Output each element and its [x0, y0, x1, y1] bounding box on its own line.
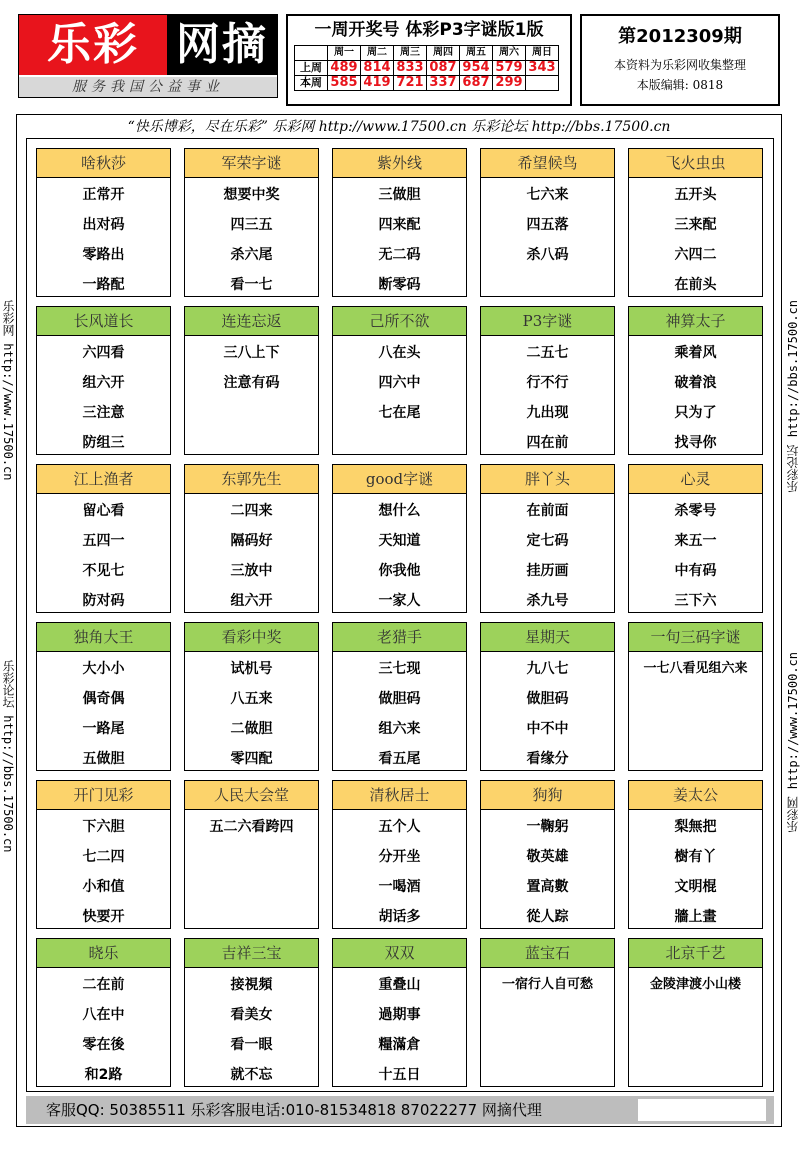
riddle-body — [185, 178, 318, 300]
riddle-line: 過期事 — [378, 1007, 421, 1023]
riddle-line: 挂历画 — [526, 563, 569, 579]
draw-number: 687 — [460, 76, 493, 91]
riddle-line: 中有码 — [674, 563, 717, 579]
draw-number: 419 — [361, 76, 394, 91]
riddle-author: 飞火虫虫 — [629, 149, 762, 178]
riddle-author: good字谜 — [333, 465, 466, 494]
row-label: 本周 — [295, 76, 328, 91]
riddle-line: 想要中奖 — [223, 187, 280, 203]
riddle-box — [332, 464, 467, 613]
riddle-body — [37, 178, 170, 300]
riddle-author: 神算太子 — [629, 307, 762, 336]
riddle-author: 双双 — [333, 939, 466, 968]
riddle-line: 中不中 — [526, 721, 569, 737]
riddle-line: 四五落 — [526, 217, 569, 233]
riddle-line: 五四一 — [82, 533, 125, 549]
draw-number: 579 — [493, 61, 526, 76]
riddle-body — [333, 652, 466, 774]
riddle-box — [628, 464, 763, 613]
riddle-body — [333, 336, 466, 428]
agent-name-field — [638, 1099, 766, 1121]
riddle-box — [628, 622, 763, 771]
riddle-author: 紫外线 — [333, 149, 466, 178]
riddle-author: 胖丫头 — [481, 465, 614, 494]
riddle-line: 和2路 — [84, 1067, 123, 1083]
riddle-box — [36, 938, 171, 1087]
riddle-author: 星期天 — [481, 623, 614, 652]
riddle-line: 樹有丫 — [674, 849, 717, 865]
riddle-line: 组六开 — [230, 593, 273, 609]
riddle-line: 找寻你 — [674, 435, 717, 451]
site-slogan-line: “快乐博彩，尽在乐彩” 乐彩网 http://www.17500.cn 乐彩论坛 http://bbs.17500.cn — [127, 119, 671, 135]
day-header: 周日 — [526, 46, 559, 61]
riddle-author: 狗狗 — [481, 781, 614, 810]
riddle-line: 一路尾 — [82, 721, 125, 737]
riddle-box — [332, 780, 467, 929]
source-note: 本资料为乐彩网收集整理 — [613, 58, 746, 72]
riddle-author: 北京千艺 — [629, 939, 762, 968]
riddle-body — [629, 810, 762, 932]
riddle-body — [333, 178, 466, 300]
issue-number: 第2012309期 — [618, 26, 742, 47]
riddle-body — [37, 336, 170, 458]
day-header: 周五 — [460, 46, 493, 61]
riddle-body — [481, 968, 614, 1000]
riddle-line: 防组三 — [82, 435, 125, 451]
riddle-author: 独角大王 — [37, 623, 170, 652]
riddle-line: 六四二 — [674, 247, 717, 263]
riddle-box — [36, 780, 171, 929]
logo-black-text: 网摘 — [167, 15, 277, 75]
riddle-line: 三做胆 — [378, 187, 421, 203]
draw-number-table — [294, 45, 559, 91]
riddle-body — [629, 494, 762, 616]
riddle-line: 不见七 — [82, 563, 125, 579]
riddle-line: 在前面 — [526, 503, 569, 519]
corner-cell — [295, 46, 328, 61]
riddle-body — [185, 336, 318, 398]
riddle-box — [628, 938, 763, 1087]
riddle-author: 一句三码字谜 — [629, 623, 762, 652]
draw-number: 299 — [493, 76, 526, 91]
draw-number: 585 — [328, 76, 361, 91]
riddle-line: 零路出 — [82, 247, 125, 263]
riddle-line: 断零码 — [378, 277, 421, 293]
riddle-line: 五做胆 — [82, 751, 125, 767]
riddle-body — [333, 494, 466, 616]
riddle-body — [185, 652, 318, 774]
table-header-row — [295, 46, 559, 61]
riddle-box — [36, 306, 171, 455]
draw-number: 489 — [328, 61, 361, 76]
riddle-author: 心灵 — [629, 465, 762, 494]
side-url-left-top: 乐彩网 http://www.17500.cn — [1, 300, 15, 481]
riddle-line: 天知道 — [378, 533, 421, 549]
riddle-line: 想什么 — [378, 503, 421, 519]
riddle-author: 蓝宝石 — [481, 939, 614, 968]
riddle-line: 零在後 — [82, 1037, 125, 1053]
riddle-line: 牆上畫 — [674, 909, 717, 925]
riddle-line: 胡话多 — [378, 909, 421, 925]
riddle-body — [629, 968, 762, 1000]
riddle-box — [480, 780, 615, 929]
riddle-body — [481, 652, 614, 774]
side-url-left-bottom: 乐彩论坛 http://bbs.17500.cn — [1, 660, 15, 853]
riddle-line: 行不行 — [526, 375, 569, 391]
riddle-line: 三来配 — [674, 217, 717, 233]
riddle-line: 看一七 — [230, 277, 273, 293]
weekly-draw-title: 一周开奖号 体彩P3字谜版1版 — [314, 20, 544, 40]
riddle-author: 希望候鸟 — [481, 149, 614, 178]
riddle-line: 看美女 — [230, 1007, 273, 1023]
riddle-line: 五个人 — [378, 819, 421, 835]
riddle-line: 偶奇偶 — [82, 691, 125, 707]
riddle-body — [37, 968, 170, 1090]
riddle-line: 九八七 — [526, 661, 569, 677]
riddle-line: 六四看 — [82, 345, 125, 361]
riddle-box — [184, 622, 319, 771]
riddle-author: P3字谜 — [481, 307, 614, 336]
riddle-box — [332, 306, 467, 455]
issue-panel — [580, 14, 780, 106]
riddle-line: 三注意 — [82, 405, 125, 421]
riddle-line: 重叠山 — [378, 977, 421, 993]
riddle-line: 四在前 — [526, 435, 569, 451]
riddle-body — [333, 810, 466, 932]
riddle-line: 四来配 — [378, 217, 421, 233]
riddle-line: 乘着风 — [674, 345, 717, 361]
riddle-body — [481, 178, 614, 270]
riddle-line: 做胆码 — [378, 691, 421, 707]
riddle-line: 就不忘 — [230, 1067, 273, 1083]
riddle-line: 正常开 — [82, 187, 125, 203]
riddle-body — [37, 652, 170, 774]
riddle-line: 五二六看跨四 — [209, 819, 294, 835]
day-header: 周一 — [328, 46, 361, 61]
riddle-box — [184, 938, 319, 1087]
riddle-line: 一喝酒 — [378, 879, 421, 895]
riddle-box — [184, 780, 319, 929]
riddle-line: 二五七 — [526, 345, 569, 361]
riddle-line: 金陵津渡小山楼 — [649, 977, 741, 992]
riddle-line: 杀零号 — [674, 503, 717, 519]
riddle-line: 五开头 — [674, 187, 717, 203]
draw-number: 087 — [427, 61, 460, 76]
riddle-line: 一宿行人自可愁 — [501, 977, 593, 992]
riddle-line: 出对码 — [82, 217, 125, 233]
riddle-body — [37, 494, 170, 616]
draw-number: 833 — [394, 61, 427, 76]
row-label: 上周 — [295, 61, 328, 76]
riddle-line: 一鞠躬 — [526, 819, 569, 835]
riddle-author: 军荣字谜 — [185, 149, 318, 178]
draw-number — [526, 76, 559, 91]
side-url-right-top: 乐彩论坛 http://bbs.17500.cn — [786, 300, 800, 493]
riddle-line: 七二四 — [82, 849, 125, 865]
riddle-line: 七在尾 — [378, 405, 421, 421]
riddle-line: 三八上下 — [223, 345, 280, 361]
riddle-author: 晓乐 — [37, 939, 170, 968]
riddle-body — [629, 652, 762, 684]
riddle-line: 无二码 — [378, 247, 421, 263]
riddle-author: 吉祥三宝 — [185, 939, 318, 968]
riddle-line: 快要开 — [82, 909, 125, 925]
riddle-author: 东郭先生 — [185, 465, 318, 494]
footer-contact: 客服QQ: 50385511 乐彩客服电话:010-81534818 87022277 网摘代理 — [46, 1101, 542, 1119]
logo — [18, 14, 278, 98]
riddle-author: 连连忘返 — [185, 307, 318, 336]
riddle-line: 一家人 — [378, 593, 421, 609]
riddle-line: 只为了 — [674, 405, 717, 421]
riddle-line: 一路配 — [82, 277, 125, 293]
riddle-line: 糧滿倉 — [378, 1037, 421, 1053]
riddle-body — [185, 810, 318, 842]
riddle-box — [480, 464, 615, 613]
riddle-body — [185, 494, 318, 616]
riddle-line: 下六胆 — [82, 819, 125, 835]
riddle-author: 姜太公 — [629, 781, 762, 810]
riddle-line: 看一眼 — [230, 1037, 273, 1053]
riddle-body — [333, 968, 466, 1090]
draw-number: 814 — [361, 61, 394, 76]
riddle-box — [628, 780, 763, 929]
riddle-line: 三放中 — [230, 563, 273, 579]
riddle-body — [37, 810, 170, 932]
riddle-line: 三七现 — [378, 661, 421, 677]
riddle-box — [480, 938, 615, 1087]
riddle-body — [481, 336, 614, 458]
draw-number: 954 — [460, 61, 493, 76]
riddle-line: 二四来 — [230, 503, 273, 519]
side-url-right-bottom: 乐彩网 http://www.17500.cn — [786, 652, 800, 833]
riddle-line: 你我他 — [378, 563, 421, 579]
day-header: 周四 — [427, 46, 460, 61]
riddle-line: 八五来 — [230, 691, 273, 707]
riddle-line: 八在头 — [378, 345, 421, 361]
riddle-line: 留心看 — [82, 503, 125, 519]
riddle-box — [36, 148, 171, 297]
riddle-box — [332, 148, 467, 297]
riddle-box — [480, 306, 615, 455]
riddle-box — [480, 148, 615, 297]
riddle-box — [184, 464, 319, 613]
riddle-box — [480, 622, 615, 771]
riddle-line: 二做胆 — [230, 721, 273, 737]
riddle-line: 破着浪 — [674, 375, 717, 391]
riddle-box — [628, 148, 763, 297]
riddle-line: 看缘分 — [526, 751, 569, 767]
weekly-draw-panel — [286, 14, 572, 106]
riddle-author: 江上渔者 — [37, 465, 170, 494]
riddle-line: 置高數 — [526, 879, 569, 895]
riddle-author: 清秋居士 — [333, 781, 466, 810]
riddle-author: 开门见彩 — [37, 781, 170, 810]
riddle-line: 二在前 — [82, 977, 125, 993]
riddle-line: 梨無把 — [674, 819, 717, 835]
riddle-line: 小和值 — [82, 879, 125, 895]
riddle-line: 防对码 — [82, 593, 125, 609]
riddle-line: 九出现 — [526, 405, 569, 421]
riddle-line: 八在中 — [82, 1007, 125, 1023]
riddle-line: 四六中 — [378, 375, 421, 391]
riddle-line: 四三五 — [230, 217, 273, 233]
editor-note: 本版编辑: 0818 — [636, 78, 724, 92]
riddle-box — [332, 622, 467, 771]
riddle-line: 隔码好 — [230, 533, 273, 549]
riddle-line: 在前头 — [674, 277, 717, 293]
logo-red-text: 乐彩 — [19, 15, 167, 75]
riddle-line: 零四配 — [230, 751, 273, 767]
riddle-line: 组六来 — [378, 721, 421, 737]
riddle-box — [36, 622, 171, 771]
draw-number: 343 — [526, 61, 559, 76]
riddle-line: 敬英雄 — [526, 849, 569, 865]
riddle-author: 人民大会堂 — [185, 781, 318, 810]
riddle-line: 接視頻 — [230, 977, 273, 993]
riddle-line: 從人踪 — [526, 909, 569, 925]
table-row — [295, 61, 559, 76]
riddle-author: 老猎手 — [333, 623, 466, 652]
riddle-box — [184, 148, 319, 297]
riddle-line: 做胆码 — [526, 691, 569, 707]
riddle-line: 大小小 — [82, 661, 125, 677]
footer-bar — [26, 1096, 774, 1124]
riddle-line: 组六开 — [82, 375, 125, 391]
riddle-box — [332, 938, 467, 1087]
riddle-line: 三下六 — [674, 593, 717, 609]
riddle-body — [629, 178, 762, 300]
day-header: 周二 — [361, 46, 394, 61]
riddle-line: 七六来 — [526, 187, 569, 203]
riddle-line: 十五日 — [378, 1067, 421, 1083]
riddle-author: 啥秋莎 — [37, 149, 170, 178]
riddle-line: 定七码 — [526, 533, 569, 549]
table-row — [295, 76, 559, 91]
riddle-line: 文明棍 — [674, 879, 717, 895]
day-header: 周六 — [493, 46, 526, 61]
riddle-box — [36, 464, 171, 613]
riddle-author: 看彩中奖 — [185, 623, 318, 652]
riddle-body — [185, 968, 318, 1090]
riddle-box — [628, 306, 763, 455]
riddle-line: 杀八码 — [526, 247, 569, 263]
riddle-line: 注意有码 — [223, 375, 280, 391]
riddle-line: 来五一 — [674, 533, 717, 549]
riddle-line: 试机号 — [230, 661, 273, 677]
riddle-line: 杀九号 — [526, 593, 569, 609]
draw-number: 721 — [394, 76, 427, 91]
riddle-line: 杀六尾 — [230, 247, 273, 263]
riddle-body — [481, 494, 614, 616]
logo-slogan: 服务我国公益事业 — [19, 77, 277, 97]
draw-number: 337 — [427, 76, 460, 91]
riddle-box — [184, 306, 319, 455]
riddle-body — [481, 810, 614, 932]
riddle-line: 一七八看见组六来 — [643, 661, 748, 676]
riddle-body — [629, 336, 762, 458]
riddle-line: 分开坐 — [378, 849, 421, 865]
day-header: 周三 — [394, 46, 427, 61]
riddle-author: 己所不欲 — [333, 307, 466, 336]
riddle-line: 看五尾 — [378, 751, 421, 767]
riddle-author: 长风道长 — [37, 307, 170, 336]
